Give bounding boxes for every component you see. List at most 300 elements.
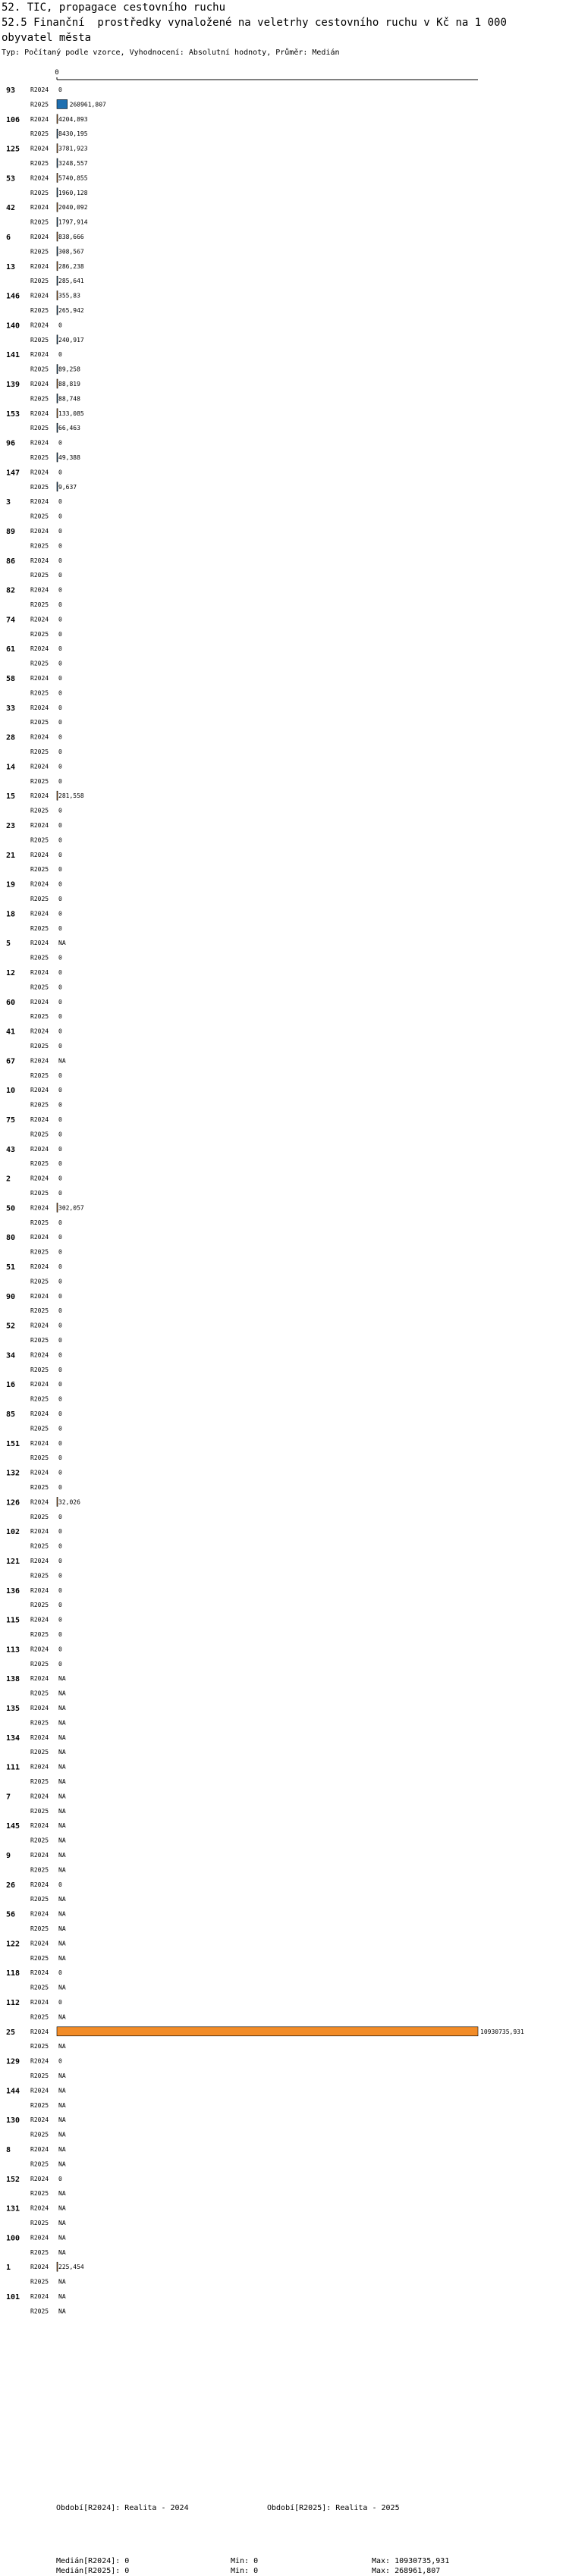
bar-r2025 xyxy=(57,246,58,256)
data-label: NA xyxy=(58,1896,66,1903)
series-label: R2025 xyxy=(30,1925,49,1932)
series-label: R2024 xyxy=(30,439,49,447)
series-label: R2025 xyxy=(30,1395,49,1403)
data-label: NA xyxy=(58,1822,66,1830)
series-label: R2025 xyxy=(30,1425,49,1432)
series-label: R2025 xyxy=(30,1749,49,1756)
data-label: NA xyxy=(58,1852,66,1859)
data-label: 0 xyxy=(58,1395,62,1403)
group-label: 53 xyxy=(6,174,16,184)
series-label: R2025 xyxy=(30,1690,49,1697)
data-label: NA xyxy=(58,1763,66,1771)
series-label: R2025 xyxy=(30,1631,49,1638)
series-label: R2025 xyxy=(30,2131,49,2138)
data-label: NA xyxy=(58,1749,66,1756)
group-label: 129 xyxy=(6,2057,20,2066)
series-label: R2024 xyxy=(30,1940,49,1947)
series-label: R2025 xyxy=(30,1778,49,1785)
series-label: R2024 xyxy=(30,880,49,888)
data-label: 0 xyxy=(58,1292,62,1300)
data-label: 0 xyxy=(58,924,62,932)
series-label: R2025 xyxy=(30,1572,49,1580)
data-label: NA xyxy=(58,1925,66,1932)
data-label: 0 xyxy=(58,601,62,608)
data-label: 88,748 xyxy=(58,395,80,403)
data-label: 0 xyxy=(58,1469,62,1476)
series-label: R2025 xyxy=(30,896,49,902)
group-label: 151 xyxy=(6,1439,20,1448)
series-label: R2025 xyxy=(30,866,49,874)
series-label: R2025 xyxy=(30,2043,49,2050)
series-label: R2024 xyxy=(30,409,49,417)
series-label: R2024 xyxy=(30,822,49,829)
series-label: R2025 xyxy=(30,1866,49,1874)
data-label: 281,558 xyxy=(58,792,84,800)
series-label: R2024 xyxy=(30,910,49,918)
group-label: 50 xyxy=(6,1204,16,1213)
series-label: R2024 xyxy=(30,381,49,387)
series-label: R2025 xyxy=(30,2248,49,2256)
series-label: R2024 xyxy=(30,1087,49,1094)
data-label: 286,238 xyxy=(58,262,84,270)
series-label: R2025 xyxy=(30,307,49,314)
series-label: R2024 xyxy=(30,2204,49,2212)
data-label: 0 xyxy=(58,954,62,962)
group-label: 130 xyxy=(6,2116,20,2126)
series-label: R2025 xyxy=(30,689,49,697)
series-label: R2024 xyxy=(30,1705,49,1712)
data-label: 0 xyxy=(58,675,62,682)
data-label: 0 xyxy=(58,1513,62,1520)
data-label: 0 xyxy=(58,1631,62,1638)
data-label: 133,085 xyxy=(58,409,84,417)
group-label: 122 xyxy=(6,1940,20,1949)
data-label: 0 xyxy=(58,1410,62,1417)
series-label: R2025 xyxy=(30,836,49,844)
series-label: R2025 xyxy=(30,2160,49,2168)
series-label: R2025 xyxy=(30,954,49,962)
group-label: 146 xyxy=(6,292,20,301)
series-label: R2024 xyxy=(30,2116,49,2124)
series-label: R2024 xyxy=(30,1469,49,1476)
data-label: 0 xyxy=(58,1646,62,1653)
data-label: 0 xyxy=(58,557,62,564)
series-label: R2024 xyxy=(30,2057,49,2065)
data-label: NA xyxy=(58,2101,66,2109)
group-label: 42 xyxy=(6,204,16,213)
bar-r2025 xyxy=(57,158,58,168)
data-label: NA xyxy=(58,2131,66,2138)
group-label: 5 xyxy=(6,940,11,949)
bar-r2025 xyxy=(57,306,58,315)
group-label: 21 xyxy=(6,851,16,860)
series-label: R2024 xyxy=(30,616,49,623)
series-label: R2025 xyxy=(30,924,49,932)
series-label: R2025 xyxy=(30,630,49,638)
group-label: 118 xyxy=(6,1969,20,1978)
series-label: R2025 xyxy=(30,2278,49,2286)
data-label: NA xyxy=(58,2293,66,2300)
group-label: 34 xyxy=(6,1351,16,1360)
data-label: 2040,092 xyxy=(58,204,88,212)
group-label: 67 xyxy=(6,1057,16,1066)
series-label: R2024 xyxy=(30,940,49,947)
group-label: 80 xyxy=(6,1234,16,1243)
series-label: R2024 xyxy=(30,1234,49,1241)
bar-r2024 xyxy=(57,173,58,182)
group-label: 43 xyxy=(6,1145,16,1154)
group-label: 52 xyxy=(6,1322,16,1331)
series-label: R2024 xyxy=(30,1646,49,1653)
series-label: R2025 xyxy=(30,395,49,403)
data-label: 49,388 xyxy=(58,454,80,461)
group-label: 18 xyxy=(6,910,16,919)
group-label: 13 xyxy=(6,262,16,271)
group-label: 100 xyxy=(6,2234,20,2243)
group-label: 7 xyxy=(6,1793,11,1802)
data-label: NA xyxy=(58,1705,66,1712)
data-label: 0 xyxy=(58,1322,62,1329)
data-label: 0 xyxy=(58,469,62,476)
data-label: 0 xyxy=(58,1219,62,1226)
series-label: R2024 xyxy=(30,351,49,359)
series-label: R2025 xyxy=(30,542,49,550)
data-label: 0 xyxy=(58,1454,62,1462)
data-label: 32,026 xyxy=(58,1498,80,1506)
data-label: 0 xyxy=(58,822,62,829)
data-label: 0 xyxy=(58,1248,62,1256)
group-label: 60 xyxy=(6,998,16,1007)
series-label: R2024 xyxy=(30,1881,49,1888)
data-label: 0 xyxy=(58,1013,62,1021)
data-label: 0 xyxy=(58,1366,62,1373)
series-label: R2025 xyxy=(30,1542,49,1550)
group-label: 144 xyxy=(6,2087,20,2096)
data-label: 0 xyxy=(58,1351,62,1359)
data-label: 0 xyxy=(58,1087,62,1094)
data-label: 0 xyxy=(58,86,62,93)
data-label: 10930735,931 xyxy=(480,2028,524,2035)
group-label: 2 xyxy=(6,1175,11,1184)
bar-r2024 xyxy=(57,379,58,388)
series-label: R2025 xyxy=(30,1807,49,1815)
data-label: NA xyxy=(58,1837,66,1844)
series-label: R2024 xyxy=(30,2146,49,2153)
data-label: 0 xyxy=(58,1381,62,1388)
data-label: NA xyxy=(58,2043,66,2050)
bar-r2024 xyxy=(57,2027,478,2036)
data-label: 268961,807 xyxy=(69,101,106,108)
data-label: 88,819 xyxy=(58,381,80,387)
series-label: R2025 xyxy=(30,366,49,373)
series-label: R2024 xyxy=(30,704,49,711)
group-label: 140 xyxy=(6,322,20,331)
data-label: NA xyxy=(58,2087,66,2094)
group-label: 86 xyxy=(6,557,16,566)
data-label: 0 xyxy=(58,969,62,976)
group-label: 85 xyxy=(6,1410,16,1419)
series-label: R2024 xyxy=(30,557,49,564)
series-label: R2025 xyxy=(30,1984,49,1991)
group-label: 90 xyxy=(6,1292,16,1301)
data-label: 0 xyxy=(58,1439,62,1447)
group-label: 115 xyxy=(6,1616,20,1625)
series-label: R2024 xyxy=(30,2175,49,2182)
group-label: 56 xyxy=(6,1910,16,1919)
data-label: 0 xyxy=(58,704,62,711)
data-label: NA xyxy=(58,2308,66,2315)
group-label: 153 xyxy=(6,409,20,419)
data-label: 355,83 xyxy=(58,292,80,300)
series-label: R2025 xyxy=(30,160,49,167)
data-label: 4204,893 xyxy=(58,115,88,123)
group-label: 132 xyxy=(6,1469,20,1478)
group-label: 96 xyxy=(6,439,16,448)
series-label: R2025 xyxy=(30,2013,49,2021)
bar-r2024 xyxy=(57,791,58,800)
series-label: R2025 xyxy=(30,2072,49,2079)
group-label: 101 xyxy=(6,2293,20,2301)
data-label: 0 xyxy=(58,542,62,550)
series-label: R2025 xyxy=(30,1278,49,1285)
group-label: 15 xyxy=(6,792,16,802)
series-label: R2025 xyxy=(30,1837,49,1844)
data-label: 0 xyxy=(58,528,62,535)
group-label: 75 xyxy=(6,1116,16,1125)
group-label: 125 xyxy=(6,145,20,154)
series-label: R2024 xyxy=(30,2028,49,2035)
series-label: R2025 xyxy=(30,278,49,285)
group-label: 112 xyxy=(6,1999,20,2007)
group-label: 26 xyxy=(6,1881,16,1890)
series-label: R2025 xyxy=(30,2308,49,2315)
chart-title-line1: 52. TIC, propagace cestovního ruchu xyxy=(2,2,226,14)
data-label: NA xyxy=(58,2160,66,2168)
data-label: NA xyxy=(58,1778,66,1785)
data-label: 0 xyxy=(58,1484,62,1491)
data-label: 0 xyxy=(58,1586,62,1594)
group-label: 138 xyxy=(6,1675,20,1684)
series-label: R2024 xyxy=(30,1322,49,1329)
footer-median-2024: Medián[R2024]: 0 xyxy=(56,2557,130,2565)
group-label: 139 xyxy=(6,381,20,389)
footer-max-2024: Max: 10930735,931 xyxy=(372,2557,450,2565)
series-label: R2024 xyxy=(30,1675,49,1683)
series-label: R2025 xyxy=(30,513,49,520)
series-label: R2025 xyxy=(30,1160,49,1168)
bar-r2025 xyxy=(57,423,58,432)
series-label: R2024 xyxy=(30,851,49,858)
series-label: R2025 xyxy=(30,719,49,726)
data-label: 0 xyxy=(58,498,62,506)
group-label: 33 xyxy=(6,704,16,713)
group-label: 1 xyxy=(6,2264,11,2273)
data-label: 0 xyxy=(58,2057,62,2065)
bar-r2025 xyxy=(57,276,58,285)
series-label: R2025 xyxy=(30,1954,49,1962)
data-label: 0 xyxy=(58,572,62,579)
series-label: R2024 xyxy=(30,1852,49,1859)
data-label: 0 xyxy=(58,645,62,653)
series-label: R2024 xyxy=(30,1410,49,1417)
data-label: 0 xyxy=(58,866,62,874)
group-label: 145 xyxy=(6,1822,20,1831)
data-label: 5740,855 xyxy=(58,174,88,182)
x-tick-label: 0 xyxy=(55,69,59,77)
data-label: NA xyxy=(58,2234,66,2242)
data-label: 0 xyxy=(58,1028,62,1035)
series-label: R2024 xyxy=(30,234,49,240)
data-label: NA xyxy=(58,1866,66,1874)
series-label: R2025 xyxy=(30,1896,49,1903)
series-label: R2024 xyxy=(30,1734,49,1741)
series-label: R2024 xyxy=(30,204,49,212)
data-label: NA xyxy=(58,1057,66,1065)
footer-max-2025: Max: 268961,807 xyxy=(372,2567,441,2575)
data-label: 0 xyxy=(58,777,62,785)
data-label: NA xyxy=(58,2278,66,2286)
group-label: 10 xyxy=(6,1087,16,1096)
data-label: 0 xyxy=(58,1425,62,1432)
series-label: R2025 xyxy=(30,2101,49,2109)
data-label: NA xyxy=(58,1910,66,1918)
data-label: 0 xyxy=(58,1572,62,1580)
data-label: 0 xyxy=(58,1278,62,1285)
data-label: 0 xyxy=(58,1160,62,1168)
series-label: R2025 xyxy=(30,572,49,579)
series-label: R2025 xyxy=(30,660,49,667)
data-label: 0 xyxy=(58,1660,62,1668)
group-label: 126 xyxy=(6,1498,20,1508)
group-label: 51 xyxy=(6,1263,16,1272)
data-label: NA xyxy=(58,1954,66,1962)
group-label: 82 xyxy=(6,586,16,595)
series-label: R2025 xyxy=(30,248,49,256)
series-label: R2024 xyxy=(30,1528,49,1536)
bar-r2024 xyxy=(57,1497,58,1506)
bar-r2024 xyxy=(57,232,58,241)
group-label: 19 xyxy=(6,880,16,890)
series-label: R2024 xyxy=(30,645,49,653)
group-label: 41 xyxy=(6,1028,16,1037)
group-label: 14 xyxy=(6,763,16,772)
bar-r2025 xyxy=(57,482,58,491)
group-label: 113 xyxy=(6,1646,20,1655)
data-label: 0 xyxy=(58,748,62,755)
data-label: 0 xyxy=(58,1542,62,1550)
data-label: 0 xyxy=(58,719,62,726)
series-label: R2024 xyxy=(30,792,49,800)
data-label: 0 xyxy=(58,1616,62,1624)
series-label: R2024 xyxy=(30,469,49,476)
data-label: NA xyxy=(58,2190,66,2198)
data-label: NA xyxy=(58,1807,66,1815)
series-label: R2024 xyxy=(30,498,49,506)
bar-r2025 xyxy=(57,188,58,197)
series-label: R2024 xyxy=(30,1381,49,1388)
series-label: R2025 xyxy=(30,2220,49,2226)
data-label: 0 xyxy=(58,351,62,359)
group-label: 61 xyxy=(6,645,16,654)
series-label: R2025 xyxy=(30,2190,49,2198)
bar-r2024 xyxy=(57,144,58,153)
series-label: R2025 xyxy=(30,807,49,814)
data-label: 8430,195 xyxy=(58,130,88,138)
data-label: 0 xyxy=(58,586,62,594)
footer-median-2025: Medián[R2025]: 0 xyxy=(56,2567,130,2575)
series-label: R2025 xyxy=(30,1190,49,1197)
footer-min-2024: Min: 0 xyxy=(231,2557,259,2565)
bar-r2025 xyxy=(57,99,68,108)
data-label: NA xyxy=(58,1940,66,1947)
data-label: 0 xyxy=(58,1145,62,1153)
data-label: 9,637 xyxy=(58,483,77,491)
data-label: NA xyxy=(58,2248,66,2256)
data-label: 66,463 xyxy=(58,425,80,432)
series-label: R2025 xyxy=(30,1307,49,1315)
series-label: R2025 xyxy=(30,1337,49,1344)
data-label: 0 xyxy=(58,880,62,888)
data-label: NA xyxy=(58,2220,66,2226)
data-label: NA xyxy=(58,1675,66,1683)
data-label: 0 xyxy=(58,984,62,991)
data-label: 0 xyxy=(58,513,62,520)
series-label: R2024 xyxy=(30,969,49,976)
series-label: R2024 xyxy=(30,1763,49,1771)
bar-r2024 xyxy=(57,2262,58,2271)
data-label: 0 xyxy=(58,1175,62,1182)
data-label: 285,641 xyxy=(58,278,84,285)
series-label: R2024 xyxy=(30,998,49,1006)
series-label: R2025 xyxy=(30,1454,49,1462)
group-label: 131 xyxy=(6,2204,20,2214)
footer-period-2025: Období[R2025]: Realita - 2025 xyxy=(267,2504,400,2512)
series-label: R2025 xyxy=(30,1013,49,1021)
data-label: 0 xyxy=(58,1131,62,1138)
data-label: 0 xyxy=(58,689,62,697)
data-label: NA xyxy=(58,1734,66,1741)
series-label: R2024 xyxy=(30,1175,49,1182)
series-label: R2024 xyxy=(30,1204,49,1212)
data-label: NA xyxy=(58,2072,66,2079)
group-label: 106 xyxy=(6,115,20,124)
group-label: 135 xyxy=(6,1705,20,1713)
series-label: R2024 xyxy=(30,1969,49,1977)
data-label: 0 xyxy=(58,998,62,1006)
group-label: 89 xyxy=(6,528,16,536)
series-label: R2024 xyxy=(30,2234,49,2242)
data-label: 3248,557 xyxy=(58,160,88,167)
series-label: R2025 xyxy=(30,1660,49,1668)
footer-period-2024: Období[R2024]: Realita - 2024 xyxy=(56,2504,189,2512)
data-label: 0 xyxy=(58,1101,62,1109)
series-label: R2025 xyxy=(30,1248,49,1256)
data-label: 265,942 xyxy=(58,307,84,314)
data-label: 0 xyxy=(58,1307,62,1315)
data-label: 0 xyxy=(58,1234,62,1241)
series-label: R2025 xyxy=(30,777,49,785)
series-label: R2025 xyxy=(30,601,49,608)
series-label: R2024 xyxy=(30,1145,49,1153)
data-label: 838,666 xyxy=(58,234,84,240)
chart-title-line2: 52.5 Finanční prostředky vynaložené na veletrhy cestovního ruchu v Kč na 1 000 obyvatel města xyxy=(2,17,514,44)
series-label: R2025 xyxy=(30,1484,49,1491)
data-label: 0 xyxy=(58,630,62,638)
series-label: R2025 xyxy=(30,1072,49,1079)
bar-r2025 xyxy=(57,453,58,462)
series-label: R2024 xyxy=(30,1999,49,2006)
bar-r2025 xyxy=(57,218,58,227)
